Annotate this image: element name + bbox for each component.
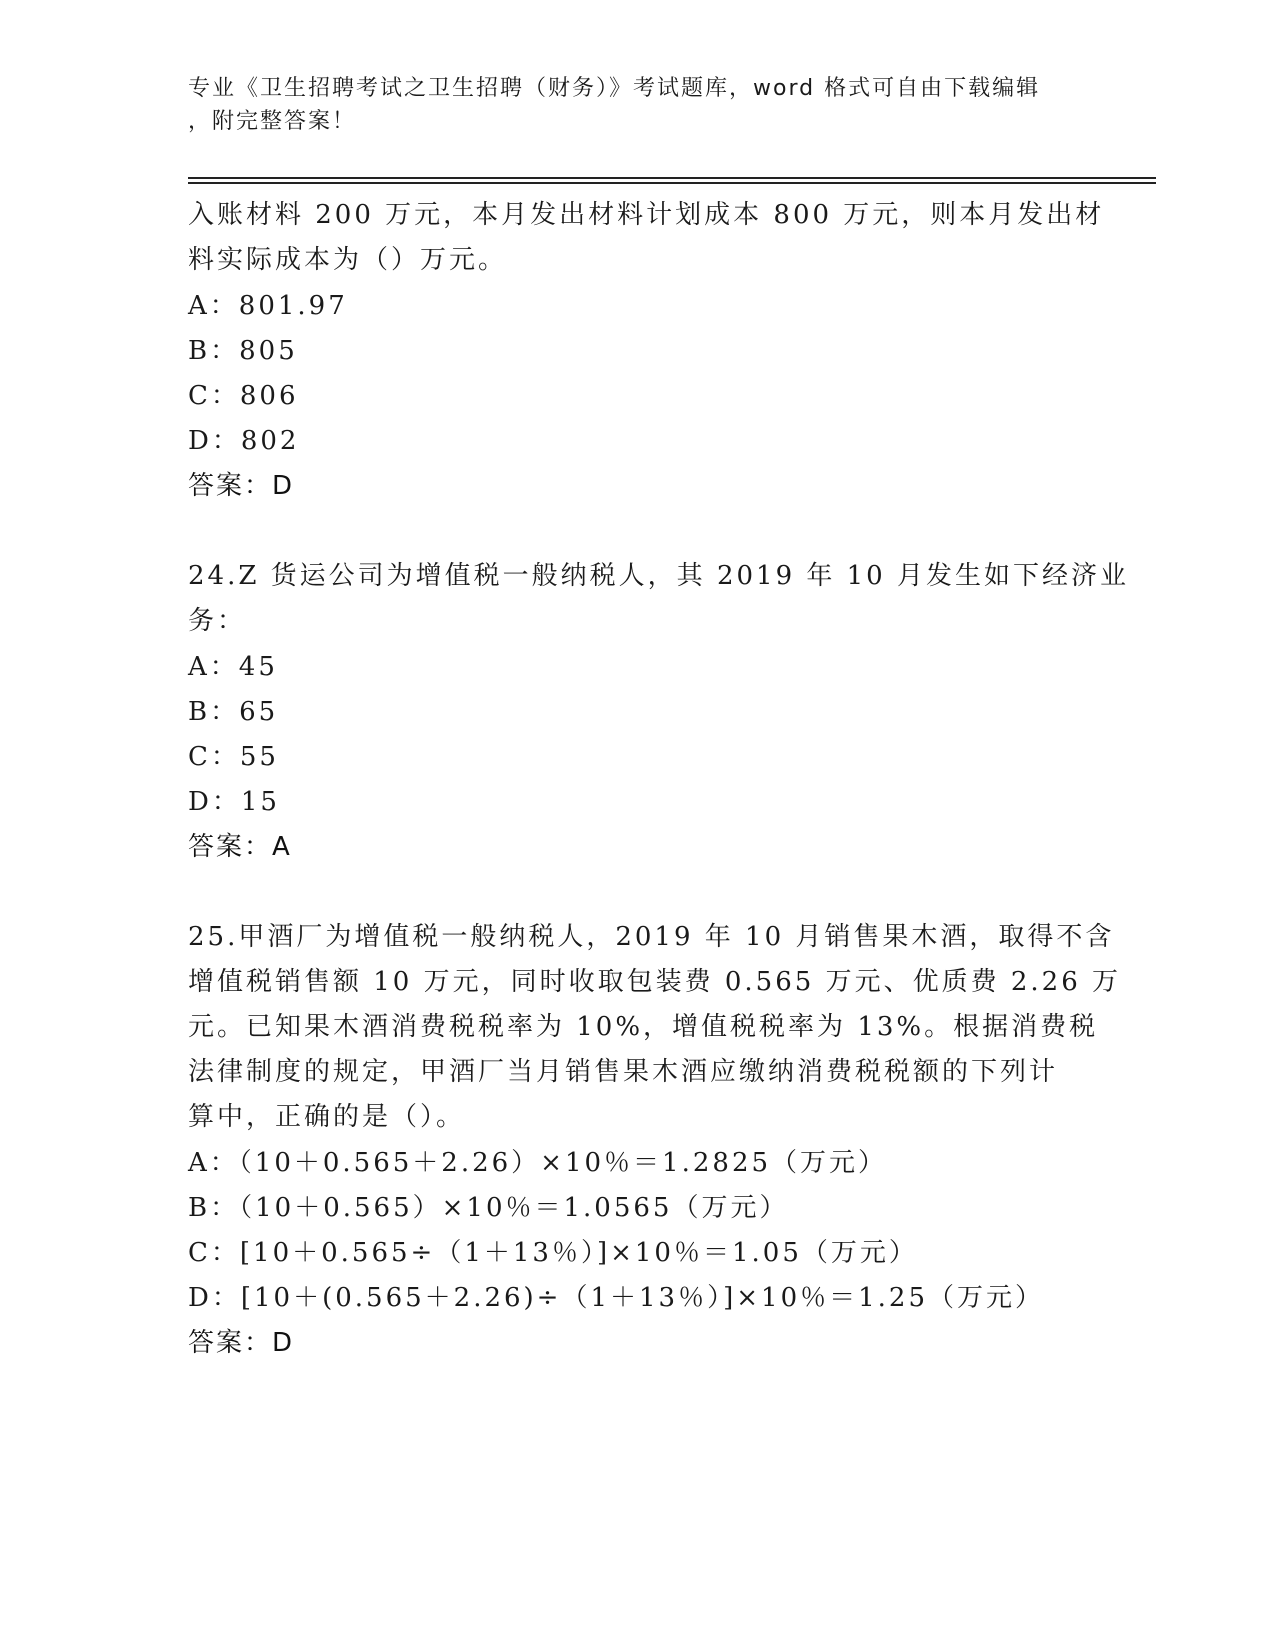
- question-text-line: 25.甲酒厂为增值税一般纳税人，2019 年 10 月销售果木酒，取得不含: [188, 922, 1115, 952]
- option-a: A：45: [188, 652, 278, 682]
- header-divider-top: [188, 177, 1156, 179]
- question-text-line: 入账材料 200 万元，本月发出材料计划成本 800 万元，则本月发出材: [188, 200, 1105, 230]
- question-text-line: 料实际成本为（）万元。: [188, 245, 508, 275]
- answer-label: 答案：A: [188, 832, 292, 862]
- option-d: D：802: [188, 426, 300, 456]
- answer-label: 答案：D: [188, 471, 295, 501]
- question-text-line: 增值税销售额 10 万元，同时收取包装费 0.565 万元、优质费 2.26 万: [188, 967, 1121, 997]
- option-b: B：805: [188, 336, 298, 366]
- option-d: D：15: [188, 787, 280, 817]
- option-a: A：（10＋0.565＋2.26）×10％＝1.2825（万元）: [188, 1148, 888, 1178]
- document-header: [188, 72, 1068, 138]
- option-c: C：806: [188, 381, 299, 411]
- header-line-2: ，附完整答案！: [188, 109, 357, 134]
- answer-label: 答案：D: [188, 1328, 295, 1358]
- option-a: A：801.97: [188, 291, 348, 321]
- option-b: B：（10＋0.565）×10％＝1.0565（万元）: [188, 1193, 789, 1223]
- header-line-1: 专业《卫生招聘考试之卫生招聘（财务）》考试题库，word 格式可自由下载编辑: [188, 76, 1041, 101]
- question-text-line: 务：: [188, 606, 247, 636]
- option-c: C：55: [188, 742, 279, 772]
- option-c: C：[10＋0.565÷（1＋13％）]×10％＝1.05（万元）: [188, 1238, 918, 1268]
- header-divider-bottom: [188, 182, 1156, 184]
- question-text-line: 24.Z 货运公司为增值税一般纳税人，其 2019 年 10 月发生如下经济业: [188, 561, 1129, 591]
- question-text-line: 算中，正确的是（）。: [188, 1102, 466, 1132]
- option-b: B：65: [188, 697, 279, 727]
- option-d: D：[10＋(0.565＋2.26)÷（1＋13％）]×10％＝1.25（万元）: [188, 1283, 1044, 1313]
- question-text-line: 元。已知果木酒消费税税率为 10%，增值税税率为 13%。根据消费税: [188, 1012, 1099, 1042]
- question-text-line: 法律制度的规定，甲酒厂当月销售果木酒应缴纳消费税税额的下列计: [188, 1057, 1059, 1087]
